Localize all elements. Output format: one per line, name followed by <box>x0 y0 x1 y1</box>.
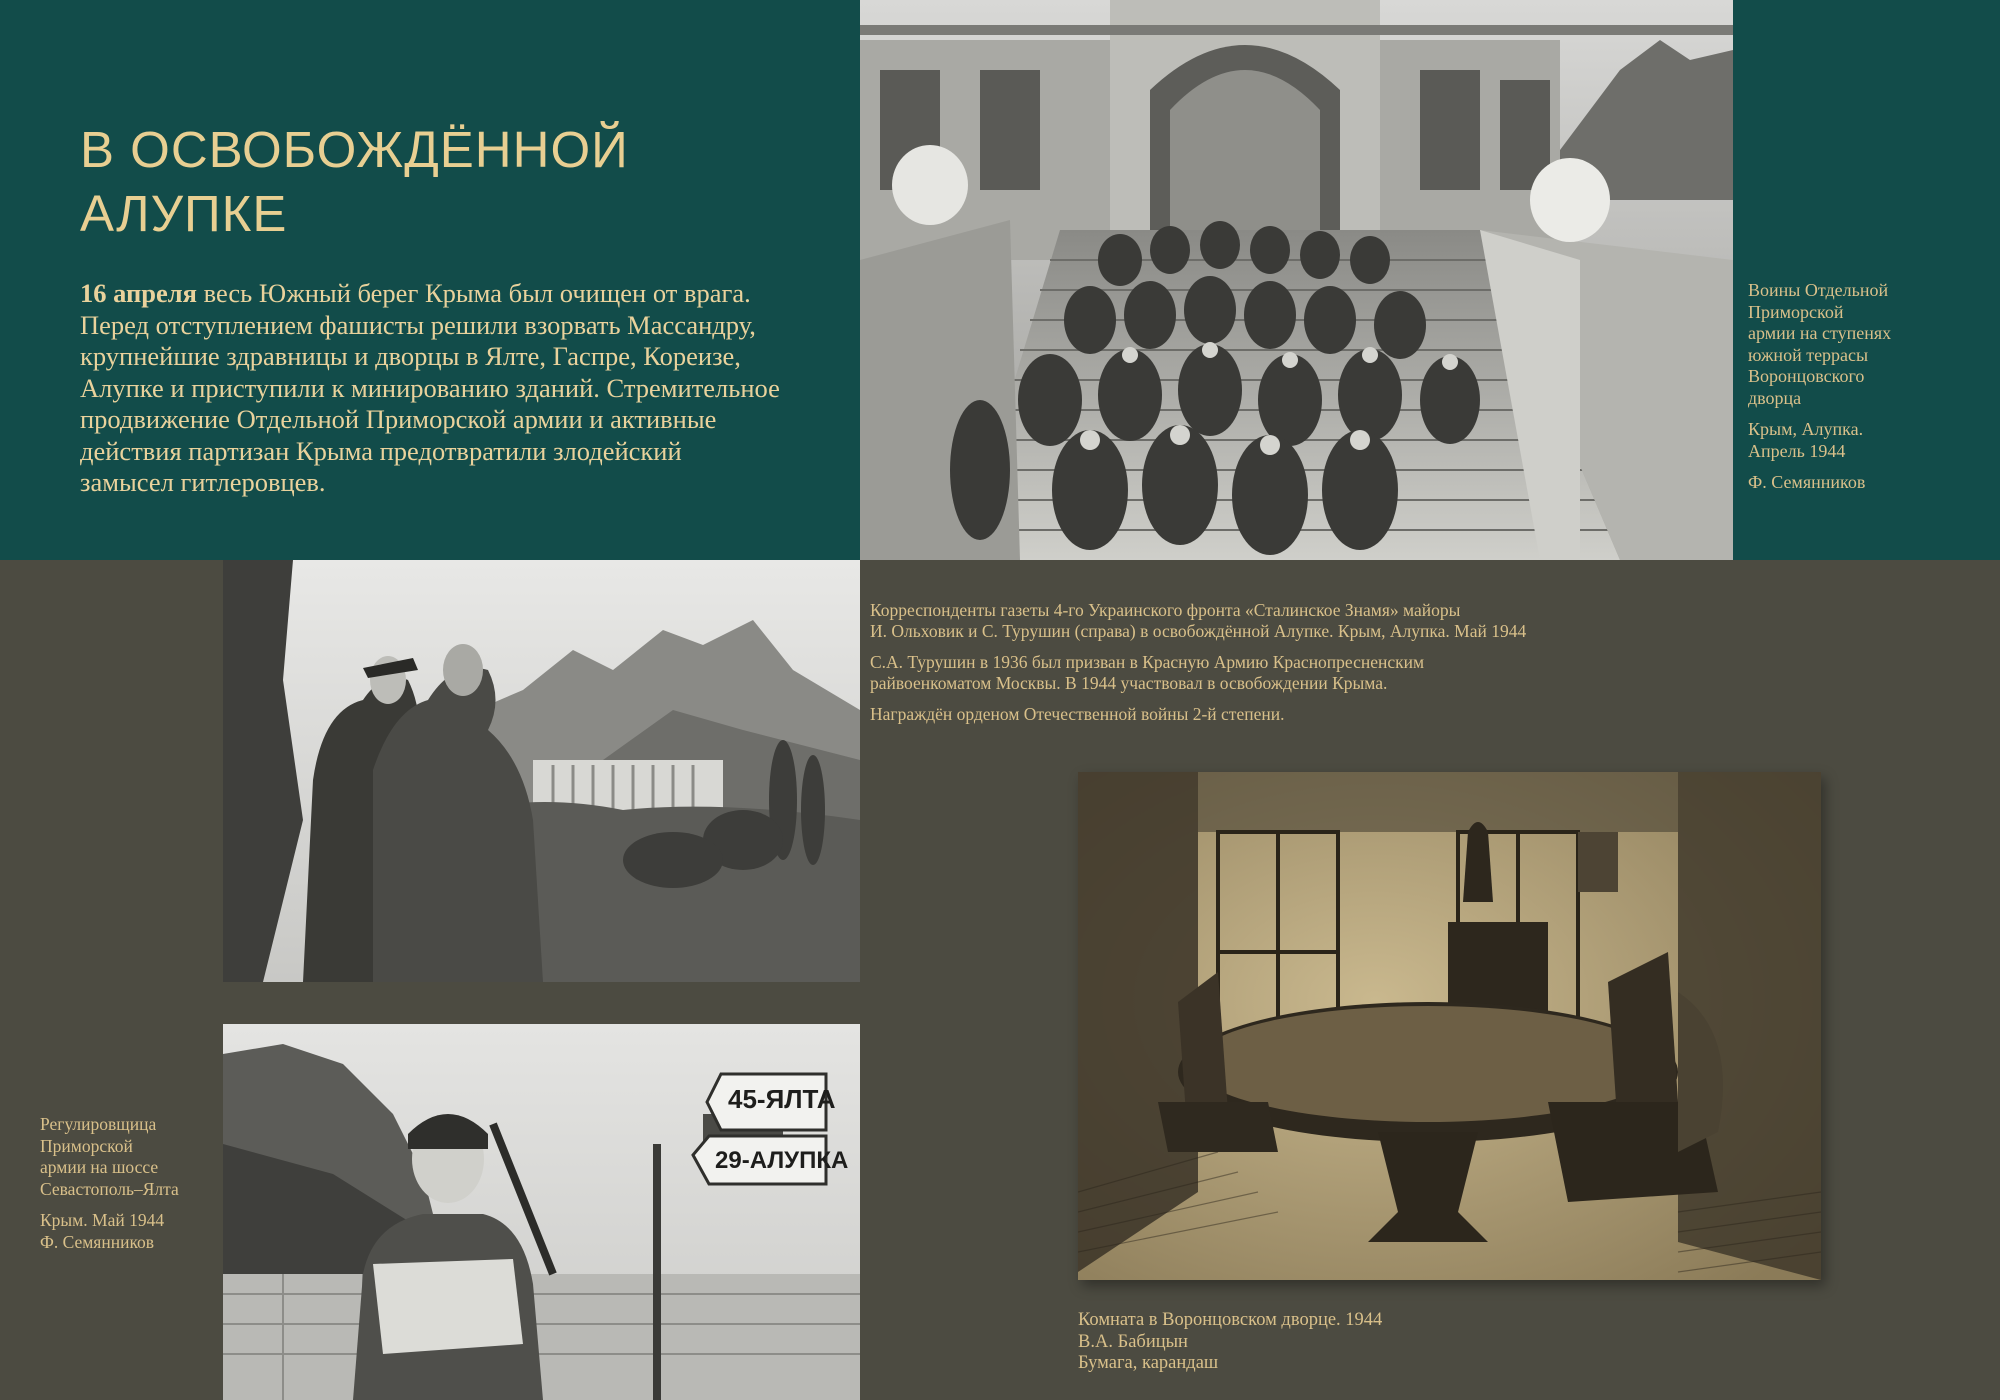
caption-line: южной террасы <box>1748 344 1869 365</box>
caption-author: В.А. Бабицын <box>1078 1331 1188 1352</box>
intro-date: 16 апреля <box>80 278 197 308</box>
caption-correspondents <box>870 600 1670 735</box>
photo-correspondents <box>223 560 860 982</box>
caption-date: Апрель 1944 <box>1748 440 1846 461</box>
caption-sketch <box>1078 1310 1578 1375</box>
page-title <box>80 118 780 246</box>
caption-regulator <box>40 1114 220 1253</box>
caption-title: Комната в Воронцовском дворце. 1944 <box>1078 1310 1383 1330</box>
caption-line: С.А. Турушин в 1936 был призван в Красную Армию Краснопресненским <box>870 652 1425 672</box>
caption-line: Награждён орденом Отечественной войны 2-й степени. <box>870 704 1285 724</box>
intro-line: весь Южный берег Крыма был очищен от врага. <box>197 278 751 308</box>
caption-author: Ф. Семянников <box>40 1231 155 1252</box>
intro-line: крупнейшие здравницы и дворцы в Ялте, Гаспре, Кореизе, <box>80 341 741 371</box>
caption-line: Корреспонденты газеты 4-го Украинского фронта «Сталинское Знамя» майоры <box>870 600 1461 620</box>
intro-paragraph <box>80 278 800 499</box>
caption-line: Приморской <box>1748 301 1844 322</box>
intro-line: продвижение Отдельной Приморской армии и активные <box>80 404 717 434</box>
caption-place: Крым. Май 1944 <box>40 1210 165 1230</box>
photo-soldiers-on-steps <box>860 0 1733 560</box>
intro-line: действия партизан Крыма предотвратили злодейский <box>80 435 682 466</box>
sign-alupka: 29-АЛУПКА <box>715 1147 849 1174</box>
intro-line: Перед отступлением фашисты решили взорвать Массандру, <box>80 309 756 340</box>
caption-line: Воронцовского <box>1748 366 1865 386</box>
caption-medium: Бумага, карандаш <box>1078 1353 1219 1373</box>
caption-line: Приморской <box>40 1135 133 1156</box>
title-line-2: АЛУПКЕ <box>80 185 288 242</box>
caption-line: Регулировщица <box>40 1114 157 1134</box>
intro-line: Алупке и приступили к минированию зданий. Стремительное <box>80 372 780 403</box>
caption-place: Крым, Алупка. <box>1748 419 1864 439</box>
photo-traffic-controller <box>223 1024 860 1400</box>
intro-line: замысел гитлеровцев. <box>80 467 326 497</box>
caption-line: армии на ступенях <box>1748 323 1892 343</box>
caption-author: Ф. Семянников <box>1748 472 1866 492</box>
caption-line: дворца <box>1748 387 1802 408</box>
caption-soldiers <box>1748 280 1988 504</box>
sign-yalta: 45-ЯЛТА <box>728 1084 836 1114</box>
sketch-palace-room <box>1078 772 1821 1280</box>
caption-line: И. Ольховик и С. Турушин (справа) в освобождённой Алупке. Крым, Алупка. Май 1944 <box>870 621 1527 641</box>
caption-line: Воины Отдельной <box>1748 280 1889 300</box>
caption-line: армии на шоссе <box>40 1157 159 1177</box>
title-line-1: В ОСВОБОЖДЁННОЙ <box>80 121 629 178</box>
caption-line: Севастополь–Ялта <box>40 1178 179 1199</box>
caption-line: райвоенкоматом Москвы. В 1944 участвовал в освобождении Крыма. <box>870 673 1388 693</box>
